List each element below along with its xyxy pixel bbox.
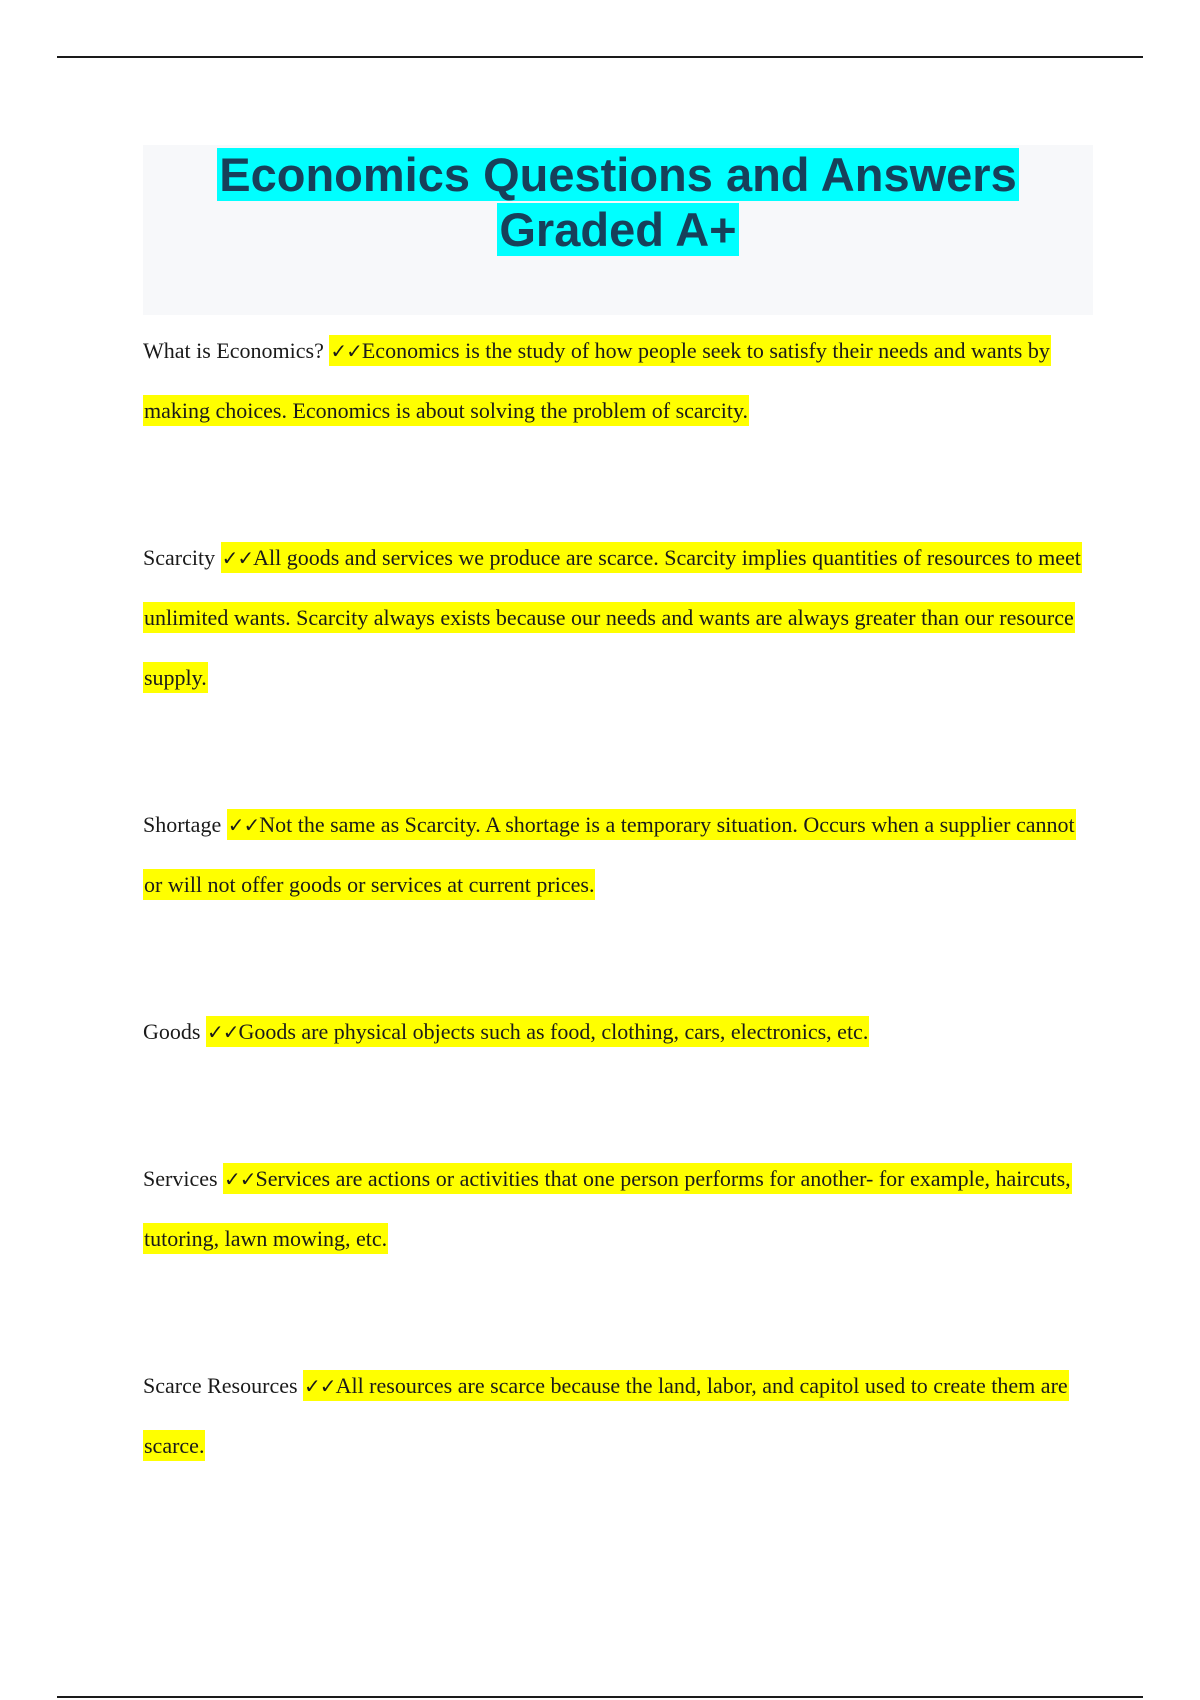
qa-list — [143, 321, 1093, 1476]
qa-answer — [143, 542, 1082, 693]
double-check-icon: ✓✓ — [224, 1167, 256, 1191]
qa-answer-text: All resources are scarce because the land, labor, and capitol used to create them are scarce. — [144, 1373, 1068, 1458]
header-rule — [57, 56, 1143, 58]
qa-term: Scarcity — [143, 545, 216, 570]
document-title — [143, 147, 1093, 257]
qa-term: What is Economics? — [143, 338, 324, 363]
qa-answer-text: Economics is the study of how people seek to satisfy their needs and wants by making choices. Economics is about solving the problem of scarcity. — [144, 338, 1050, 423]
title-block — [143, 145, 1093, 315]
qa-answer-text: Services are actions or activities that one person performs for another- for example, haircuts, tutoring, lawn mowing, etc. — [144, 1166, 1071, 1251]
qa-term: Shortage — [143, 812, 222, 837]
qa-answer-text: Goods are physical objects such as food, clothing, cars, electronics, etc. — [238, 1019, 869, 1044]
document-page — [143, 145, 1093, 1476]
qa-answer-text: Not the same as Scarcity. A shortage is a temporary situation. Occurs when a supplier cannot or will not offer goods or services at current prices. — [144, 812, 1075, 897]
double-check-icon: ✓✓ — [304, 1374, 336, 1398]
title-line-1: Economics Questions and Answers — [219, 148, 1017, 201]
qa-item — [143, 1149, 1093, 1269]
qa-answer — [143, 809, 1076, 900]
footer-rule — [57, 1696, 1143, 1698]
qa-item — [143, 795, 1093, 915]
qa-term: Goods — [143, 1019, 201, 1044]
title-line-2: Graded A+ — [499, 203, 737, 256]
qa-answer — [143, 1163, 1072, 1254]
double-check-icon: ✓✓ — [330, 339, 362, 363]
qa-answer — [206, 1016, 869, 1047]
qa-term: Services — [143, 1166, 218, 1191]
qa-item — [143, 321, 1093, 441]
qa-answer-text: All goods and services we produce are scarce. Scarcity implies quantities of resources to meet unlimited wants. Scarcity always exists because our needs and wants are always greater than our resource supply. — [144, 545, 1081, 690]
double-check-icon: ✓✓ — [221, 546, 254, 570]
double-check-icon: ✓✓ — [227, 813, 260, 837]
qa-item — [143, 1002, 1093, 1062]
qa-item — [143, 1356, 1093, 1476]
qa-item — [143, 528, 1093, 708]
double-check-icon: ✓✓ — [206, 1020, 239, 1044]
qa-term: Scarce Resources — [143, 1373, 298, 1398]
